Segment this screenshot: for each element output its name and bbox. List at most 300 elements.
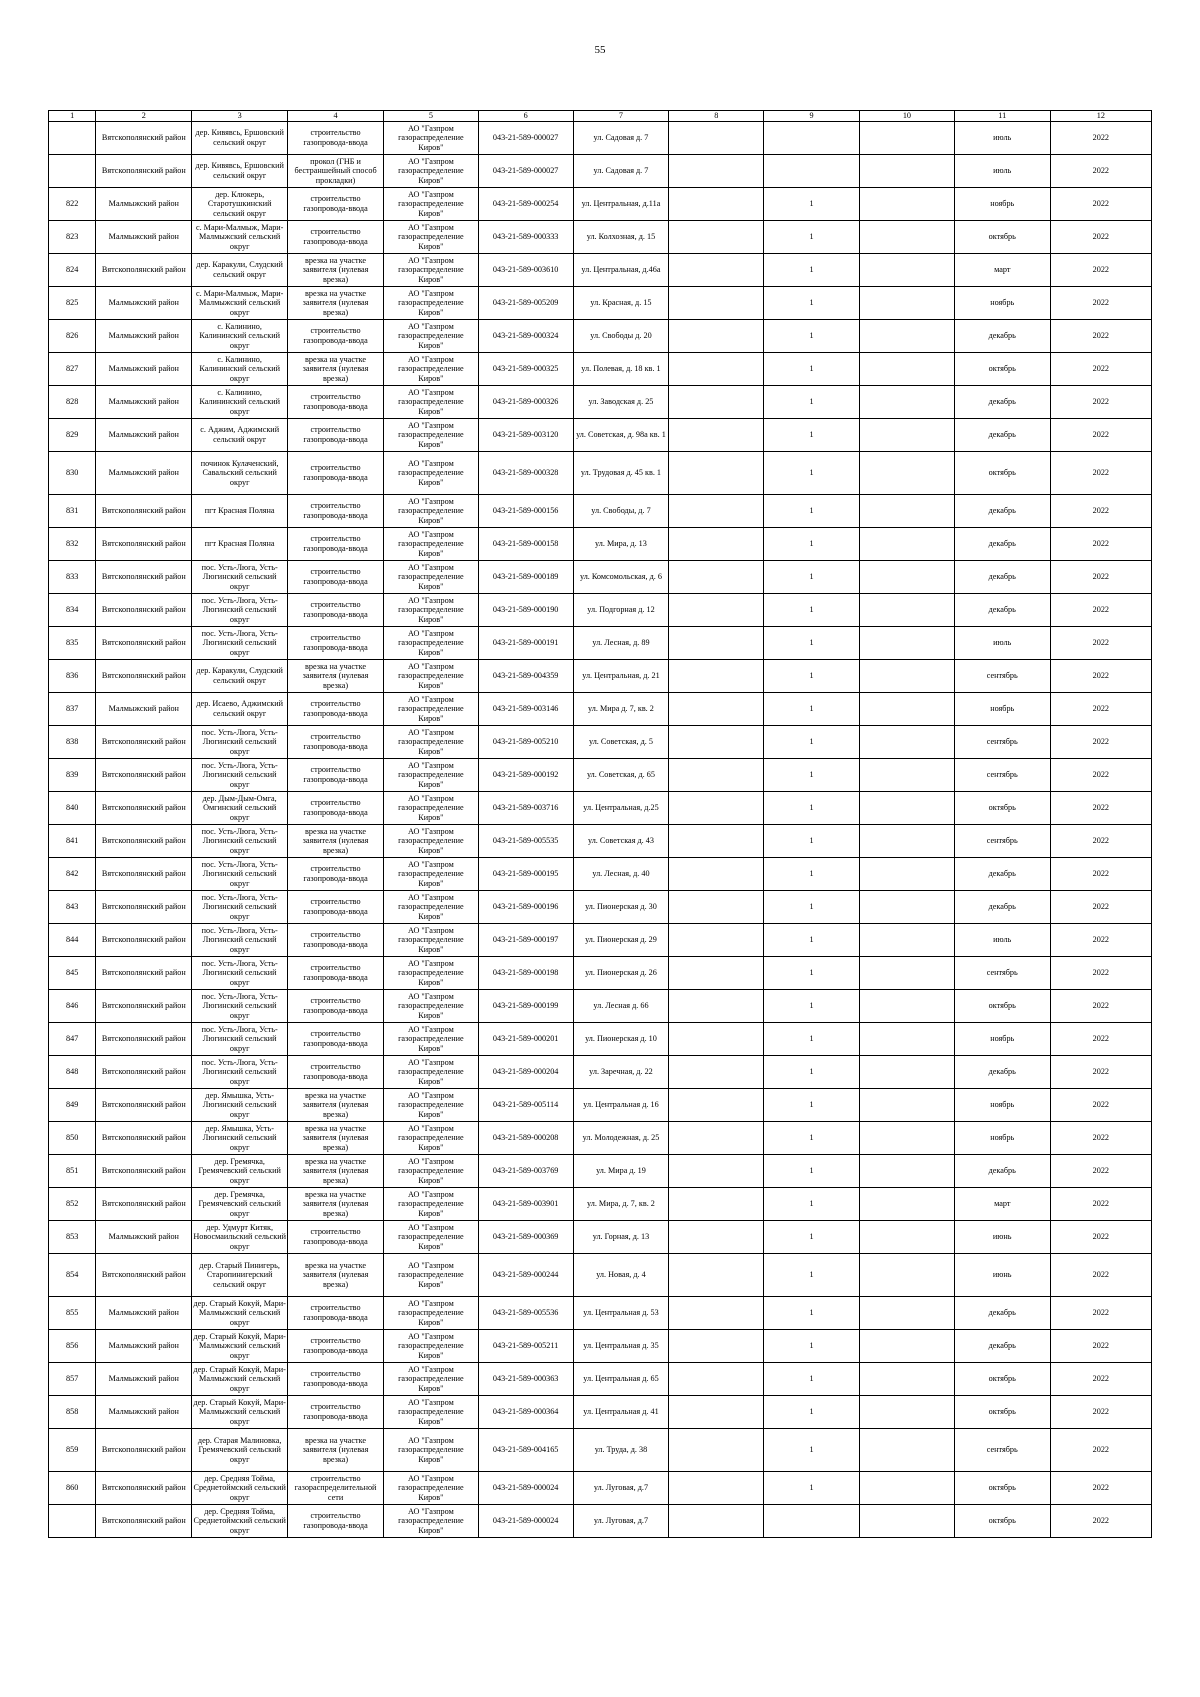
locality-cell [192, 627, 288, 660]
month-cell [954, 1221, 1050, 1254]
month-cell [954, 1505, 1050, 1538]
year-cell [1050, 726, 1151, 759]
address-text: ул. Пионерская д. 26 [585, 968, 657, 978]
code-cell [478, 495, 573, 528]
district-cell [96, 957, 192, 990]
locality-text: дер. Каракули, Слудский сельский округ [196, 666, 283, 685]
col8-cell [669, 990, 764, 1023]
column-header-12: 12 [1050, 111, 1151, 122]
locality-text: пос. Усть-Люга, Усть-Люгинский сельский округ [201, 958, 278, 987]
year-cell [1050, 825, 1151, 858]
organization-cell [383, 1429, 478, 1472]
work-type-cell [288, 1056, 384, 1089]
work-type-text: врезка на участке заявителя (нулевая врезка) [302, 1123, 369, 1152]
row-number-cell [49, 1297, 96, 1330]
organization-text: АО "Газпром газораспределение Киров" [398, 1260, 464, 1289]
code-cell [478, 320, 573, 353]
locality-cell [192, 1023, 288, 1056]
count-text: 1 [809, 968, 814, 978]
address-cell [573, 891, 669, 924]
count-cell [764, 221, 860, 254]
organization-cell [383, 1188, 478, 1221]
organization-text: АО "Газпром газораспределение Киров" [398, 321, 464, 350]
year-text: 2022 [1092, 1100, 1110, 1110]
work-type-cell [288, 990, 384, 1023]
address-cell [573, 726, 669, 759]
locality-cell [192, 561, 288, 594]
organization-text: АО "Газпром газораспределение Киров" [398, 958, 464, 987]
month-text: декабрь [988, 902, 1016, 912]
row-number-text: 844 [66, 935, 79, 945]
district-cell [96, 1155, 192, 1188]
month-cell [954, 1330, 1050, 1363]
organization-text: АО "Газпром газораспределение Киров" [398, 892, 464, 921]
column-header-1: 1 [49, 111, 96, 122]
address-text: ул. Подгорная д. 12 [587, 605, 655, 615]
work-type-cell [288, 1254, 384, 1297]
year-cell [1050, 891, 1151, 924]
count-text: 1 [809, 638, 814, 648]
table-row [49, 1254, 1152, 1297]
locality-text: дер. Ямышка, Усть-Люгинский сельский округ [202, 1090, 277, 1119]
row-number-text: 827 [66, 364, 79, 374]
year-text: 2022 [1092, 1232, 1110, 1242]
district-cell [96, 452, 192, 495]
column-number-header [49, 111, 1152, 122]
col10-cell [860, 254, 955, 287]
count-cell [764, 1221, 860, 1254]
count-text: 1 [809, 298, 814, 308]
organization-cell [383, 221, 478, 254]
month-text: декабрь [988, 1067, 1016, 1077]
locality-text: дер. Старый Кокуй, Мари-Малмыжский сельский округ [193, 1298, 286, 1327]
work-type-cell [288, 221, 384, 254]
table-row [49, 627, 1152, 660]
locality-cell [192, 1472, 288, 1505]
address-cell [573, 1396, 669, 1429]
code-text: 043-21-589-003769 [492, 1166, 559, 1176]
month-cell [954, 1155, 1050, 1188]
organization-text: АО "Газпром газораспределение Киров" [398, 1435, 464, 1464]
col10-cell [860, 660, 955, 693]
code-cell [478, 627, 573, 660]
address-cell [573, 1330, 669, 1363]
locality-cell [192, 386, 288, 419]
table-row [49, 320, 1152, 353]
count-cell [764, 495, 860, 528]
col8-cell [669, 122, 764, 155]
col10-cell [860, 957, 955, 990]
code-text: 043-21-589-005114 [493, 1100, 559, 1110]
district-cell [96, 858, 192, 891]
count-text: 1 [809, 737, 814, 747]
address-text: ул. Центральная д. 35 [583, 1341, 659, 1351]
col8-cell [669, 1330, 764, 1363]
count-text: 1 [809, 671, 814, 681]
month-text: сентябрь [986, 737, 1018, 747]
month-cell [954, 155, 1050, 188]
col8-cell [669, 1429, 764, 1472]
organization-cell [383, 452, 478, 495]
count-text: 1 [809, 539, 814, 549]
row-number-text: 834 [66, 605, 79, 615]
year-cell [1050, 693, 1151, 726]
table-row [49, 891, 1152, 924]
row-number-text: 839 [66, 770, 79, 780]
organization-text: АО "Газпром газораспределение Киров" [398, 1506, 464, 1535]
code-cell [478, 221, 573, 254]
code-text: 043-21-589-003716 [492, 803, 559, 813]
organization-text: АО "Газпром газораспределение Киров" [398, 826, 464, 855]
code-text: 043-21-589-000328 [492, 468, 559, 478]
locality-text: пгт Красная Поляна [204, 539, 275, 549]
organization-text: АО "Газпром газораспределение Киров" [398, 458, 464, 487]
locality-text: пос. Усть-Люга, Усть-Люгинский сельский округ [201, 892, 278, 921]
locality-cell [192, 528, 288, 561]
month-cell [954, 726, 1050, 759]
code-text: 043-21-589-000199 [492, 1001, 559, 1011]
work-type-text: строительство газопровода-ввода [303, 501, 368, 520]
work-type-text: строительство газопровода-ввода [303, 1369, 368, 1388]
month-text: октябрь [988, 1483, 1016, 1493]
month-text: ноябрь [990, 704, 1015, 714]
month-cell [954, 1429, 1050, 1472]
address-text: ул. Луговая, д.7 [593, 1483, 649, 1493]
organization-cell [383, 726, 478, 759]
col8-cell [669, 1297, 764, 1330]
code-cell [478, 1221, 573, 1254]
organization-cell [383, 1396, 478, 1429]
count-cell [764, 386, 860, 419]
row-number-cell [49, 1188, 96, 1221]
column-header-11: 11 [954, 111, 1050, 122]
code-text: 043-21-589-000192 [492, 770, 559, 780]
year-cell [1050, 254, 1151, 287]
col8-cell [669, 320, 764, 353]
address-cell [573, 419, 669, 452]
count-text: 1 [809, 1067, 814, 1077]
address-cell [573, 320, 669, 353]
col10-cell [860, 594, 955, 627]
month-cell [954, 188, 1050, 221]
district-text: Вятскополянский район [101, 935, 186, 945]
col8-cell [669, 660, 764, 693]
row-number-cell [49, 825, 96, 858]
month-text: октябрь [988, 803, 1016, 813]
work-type-text: врезка на участке заявителя (нулевая врезка) [302, 1435, 369, 1464]
code-cell [478, 254, 573, 287]
month-text: декабрь [988, 506, 1016, 516]
table-row [49, 726, 1152, 759]
district-text: Малмыжский район [108, 1232, 179, 1242]
col8-cell [669, 1188, 764, 1221]
month-text: сентябрь [986, 770, 1018, 780]
district-text: Малмыжский район [108, 232, 179, 242]
address-text: ул. Центральная, д.11а [581, 199, 661, 209]
district-cell [96, 1330, 192, 1363]
locality-cell [192, 1396, 288, 1429]
month-cell [954, 254, 1050, 287]
month-text: декабрь [988, 1308, 1016, 1318]
month-cell [954, 1297, 1050, 1330]
month-text: июль [993, 935, 1012, 945]
code-text: 043-21-589-004359 [492, 671, 559, 681]
organization-text: АО "Газпром газораспределение Киров" [398, 1189, 464, 1218]
code-text: 043-21-589-000364 [492, 1407, 559, 1417]
count-cell [764, 353, 860, 386]
work-type-text: строительство газопровода-ввода [303, 765, 368, 784]
count-text: 1 [809, 1483, 814, 1493]
district-text: Малмыжский район [108, 430, 179, 440]
row-number-cell [49, 957, 96, 990]
year-cell [1050, 122, 1151, 155]
month-text: март [994, 1199, 1011, 1209]
year-cell [1050, 594, 1151, 627]
year-text: 2022 [1092, 902, 1110, 912]
row-number-text: 858 [66, 1407, 79, 1417]
locality-text: дер. Старый Пинигерь, Старопинигерский сельский округ [199, 1260, 280, 1289]
row-number-text: 847 [66, 1034, 79, 1044]
count-text: 1 [809, 1407, 814, 1417]
table-row [49, 1330, 1152, 1363]
locality-cell [192, 1429, 288, 1472]
year-cell [1050, 1023, 1151, 1056]
district-text: Малмыжский район [108, 364, 179, 374]
locality-cell [192, 825, 288, 858]
month-cell [954, 891, 1050, 924]
code-text: 043-21-589-003610 [492, 265, 559, 275]
district-cell [96, 320, 192, 353]
address-text: ул. Молодежная, д. 25 [582, 1133, 660, 1143]
address-cell [573, 561, 669, 594]
organization-cell [383, 1056, 478, 1089]
work-type-text: строительство газопровода-ввода [303, 392, 368, 411]
code-text: 043-21-589-000363 [492, 1374, 559, 1384]
work-type-cell [288, 693, 384, 726]
year-text: 2022 [1092, 1133, 1110, 1143]
count-text: 1 [809, 836, 814, 846]
district-text: Малмыжский район [108, 1407, 179, 1417]
locality-text: пос. Усть-Люга, Усть-Люгинский сельский округ [201, 760, 278, 789]
month-cell [954, 122, 1050, 155]
row-number-cell [49, 122, 96, 155]
year-cell [1050, 1330, 1151, 1363]
address-text: ул. Заречная, д. 22 [589, 1067, 653, 1077]
work-type-cell [288, 759, 384, 792]
year-cell [1050, 386, 1151, 419]
count-cell [764, 1396, 860, 1429]
work-type-cell [288, 858, 384, 891]
month-cell [954, 1122, 1050, 1155]
district-text: Вятскополянский район [101, 902, 186, 912]
column-header-6: 6 [478, 111, 573, 122]
row-number-text: 832 [66, 539, 79, 549]
row-number-cell [49, 528, 96, 561]
address-cell [573, 594, 669, 627]
code-cell [478, 1056, 573, 1089]
col8-cell [669, 957, 764, 990]
work-type-text: строительство газопровода-ввода [303, 897, 368, 916]
row-number-cell [49, 1155, 96, 1188]
address-cell [573, 122, 669, 155]
work-type-cell [288, 660, 384, 693]
row-number-text: 850 [66, 1133, 79, 1143]
col10-cell [860, 320, 955, 353]
locality-cell [192, 693, 288, 726]
organization-cell [383, 1023, 478, 1056]
organization-cell [383, 1297, 478, 1330]
locality-cell [192, 1297, 288, 1330]
district-cell [96, 1221, 192, 1254]
table-row [49, 759, 1152, 792]
year-cell [1050, 452, 1151, 495]
code-text: 043-21-589-000024 [492, 1516, 559, 1526]
locality-cell [192, 353, 288, 386]
row-number-cell [49, 1429, 96, 1472]
address-cell [573, 254, 669, 287]
locality-text: дер. Средняя Тойма, Среднетоймский сельский округ [193, 1473, 286, 1502]
code-text: 043-21-589-000333 [492, 232, 559, 242]
table-row [49, 924, 1152, 957]
address-text: ул. Центральная д. 65 [583, 1374, 659, 1384]
district-cell [96, 221, 192, 254]
locality-text: с. Мари-Малмыж, Мари-Малмыжский сельский округ [195, 288, 284, 317]
year-text: 2022 [1092, 506, 1110, 516]
locality-cell [192, 792, 288, 825]
row-number-text: 842 [66, 869, 79, 879]
month-cell [954, 221, 1050, 254]
locality-cell [192, 924, 288, 957]
organization-text: АО "Газпром газораспределение Киров" [398, 1298, 464, 1327]
organization-text: АО "Газпром газораспределение Киров" [398, 387, 464, 416]
col8-cell [669, 858, 764, 891]
code-cell [478, 759, 573, 792]
address-cell [573, 188, 669, 221]
year-text: 2022 [1092, 1308, 1110, 1318]
col8-cell [669, 825, 764, 858]
row-number-text: 828 [66, 397, 79, 407]
count-cell [764, 759, 860, 792]
table-row [49, 1056, 1152, 1089]
count-cell [764, 1188, 860, 1221]
table-row [49, 353, 1152, 386]
district-cell [96, 1056, 192, 1089]
organization-text: АО "Газпром газораспределение Киров" [398, 420, 464, 449]
address-text: ул. Лесная, д. 89 [592, 638, 650, 648]
row-number-cell [49, 759, 96, 792]
table-row [49, 386, 1152, 419]
organization-cell [383, 858, 478, 891]
col10-cell [860, 221, 955, 254]
work-type-text: строительство газопровода-ввода [303, 326, 368, 345]
count-cell [764, 419, 860, 452]
district-text: Вятскополянский район [101, 671, 186, 681]
work-type-text: строительство газопровода-ввода [303, 1336, 368, 1355]
count-cell [764, 957, 860, 990]
year-text: 2022 [1092, 539, 1110, 549]
row-number-cell [49, 627, 96, 660]
month-text: октябрь [988, 468, 1016, 478]
district-text: Вятскополянский район [101, 1034, 186, 1044]
year-text: 2022 [1092, 770, 1110, 780]
organization-text: АО "Газпром газораспределение Киров" [398, 925, 464, 954]
address-cell [573, 1023, 669, 1056]
table-row [49, 1122, 1152, 1155]
row-number-text: 831 [66, 506, 79, 516]
district-cell [96, 254, 192, 287]
organization-text: АО "Газпром газораспределение Киров" [398, 694, 464, 723]
address-cell [573, 924, 669, 957]
year-text: 2022 [1092, 1270, 1110, 1280]
district-cell [96, 528, 192, 561]
address-cell [573, 1472, 669, 1505]
organization-text: АО "Газпром газораспределение Киров" [398, 1057, 464, 1086]
table-row [49, 287, 1152, 320]
district-text: Вятскополянский район [101, 968, 186, 978]
work-type-cell [288, 891, 384, 924]
locality-text: пос. Усть-Люга, Усть-Люгинский сельский округ [201, 826, 278, 855]
work-type-cell [288, 188, 384, 221]
work-type-text: строительство газопровода-ввода [303, 425, 368, 444]
code-cell [478, 452, 573, 495]
month-cell [954, 1472, 1050, 1505]
work-type-text: строительство газопровода-ввода [303, 732, 368, 751]
row-number-text: 860 [66, 1483, 79, 1493]
month-text: декабрь [988, 430, 1016, 440]
work-type-text: врезка на участке заявителя (нулевая врезка) [302, 826, 369, 855]
table-row [49, 1188, 1152, 1221]
address-text: ул. Центральная, д.46а [581, 265, 661, 275]
locality-cell [192, 957, 288, 990]
month-cell [954, 419, 1050, 452]
organization-text: АО "Газпром газораспределение Киров" [398, 562, 464, 591]
work-type-text: строительство газопровода-ввода [303, 1402, 368, 1421]
address-cell [573, 353, 669, 386]
district-cell [96, 561, 192, 594]
year-text: 2022 [1092, 671, 1110, 681]
month-cell [954, 660, 1050, 693]
organization-cell [383, 924, 478, 957]
locality-text: пос. Усть-Люга, Усть-Люгинский сельский округ [201, 859, 278, 888]
organization-text: АО "Газпром газораспределение Киров" [398, 354, 464, 383]
month-text: октябрь [988, 1407, 1016, 1417]
year-cell [1050, 320, 1151, 353]
district-cell [96, 627, 192, 660]
year-text: 2022 [1092, 1034, 1110, 1044]
col10-cell [860, 155, 955, 188]
work-type-text: врезка на участке заявителя (нулевая врезка) [302, 661, 369, 690]
code-cell [478, 924, 573, 957]
address-cell [573, 660, 669, 693]
count-text: 1 [809, 572, 814, 582]
organization-cell [383, 419, 478, 452]
month-text: июль [993, 638, 1012, 648]
table-row [49, 594, 1152, 627]
district-text: Вятскополянский район [101, 572, 186, 582]
district-cell [96, 353, 192, 386]
address-text: ул. Пионерская д. 10 [585, 1034, 657, 1044]
year-text: 2022 [1092, 364, 1110, 374]
district-text: Вятскополянский район [101, 869, 186, 879]
count-text: 1 [809, 1308, 814, 1318]
row-number-cell [49, 726, 96, 759]
table-row [49, 1472, 1152, 1505]
work-type-cell [288, 957, 384, 990]
district-cell [96, 990, 192, 1023]
count-text: 1 [809, 605, 814, 615]
month-text: ноябрь [990, 199, 1015, 209]
address-cell [573, 1188, 669, 1221]
